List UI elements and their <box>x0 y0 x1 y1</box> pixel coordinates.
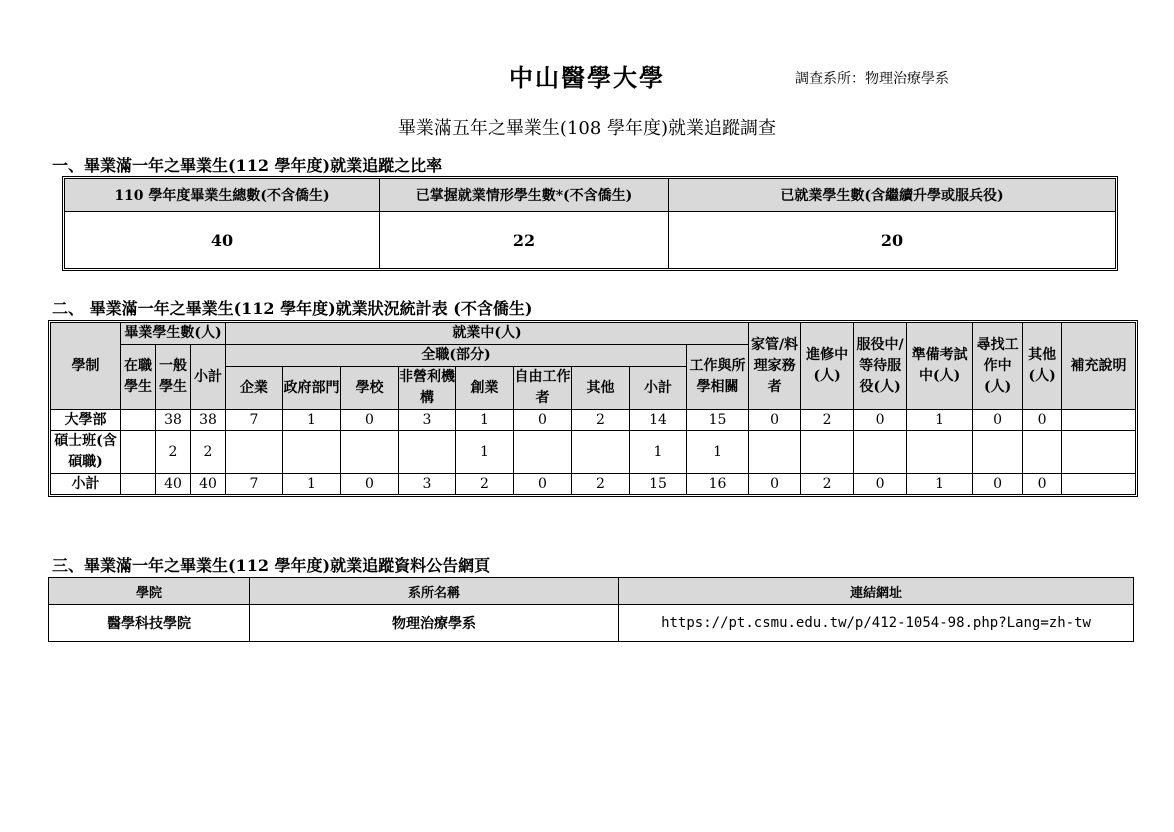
employment-stats-table <box>50 322 1136 495</box>
program-header: 學制 <box>51 323 121 410</box>
survey-title: 畢業滿五年之畢業生(108 學年度)就業追蹤調查 <box>397 118 777 139</box>
grad-subtotal-header: 小計 <box>191 345 226 410</box>
table-cell: 0 <box>749 410 801 431</box>
table-cell: 14 <box>630 410 687 431</box>
employed-students-header: 已就業學生數(含繼續升學或服兵役) <box>669 179 1116 212</box>
table-cell <box>854 431 907 474</box>
table-cell: 2 <box>156 431 191 474</box>
military-header: 服役中/等待服役(人) <box>854 323 907 410</box>
table-cell <box>283 431 341 474</box>
tracked-students-header: 已掌握就業情形學生數*(不含僑生) <box>380 179 669 212</box>
enterprise-header: 企業 <box>226 367 283 410</box>
table-cell: 15 <box>630 474 687 495</box>
table-cell: 2 <box>801 410 854 431</box>
general-header: 一般學生 <box>156 345 191 410</box>
row-label: 大學部 <box>51 410 121 431</box>
table-cell: 38 <box>191 410 226 431</box>
table-cell: 1 <box>630 431 687 474</box>
table-cell <box>801 431 854 474</box>
table-row <box>51 431 1136 474</box>
table-cell: 0 <box>973 474 1023 495</box>
school-header: 學校 <box>341 367 399 410</box>
others-header: 其他(人) <box>1023 323 1062 410</box>
table-row <box>51 474 1136 495</box>
link-url-header: 連結網址 <box>619 578 1134 605</box>
college-header: 學院 <box>49 578 250 605</box>
table-cell <box>1023 431 1062 474</box>
table-cell: 38 <box>156 410 191 431</box>
table-cell: 1 <box>907 474 973 495</box>
table-cell: 3 <box>399 474 456 495</box>
section2-title: 二、 畢業滿一年之畢業生(112 學年度)就業狀況統計表 (不含僑生) <box>52 299 533 318</box>
table-cell: 0 <box>341 474 399 495</box>
table-cell: 16 <box>687 474 749 495</box>
table-cell <box>121 410 156 431</box>
employment-ratio-table-frame <box>62 176 1118 271</box>
table-cell: 1 <box>907 410 973 431</box>
table-cell: 1 <box>456 410 514 431</box>
table-cell: 1 <box>283 474 341 495</box>
grad-count-header: 畢業學生數(人) <box>121 323 226 345</box>
employment-ratio-table <box>64 178 1116 269</box>
government-header: 政府部門 <box>283 367 341 410</box>
table-cell: 0 <box>514 410 572 431</box>
employment-stats-table-frame <box>48 320 1138 497</box>
table-cell <box>1062 474 1136 495</box>
table-cell: 2 <box>572 410 630 431</box>
other-header: 其他 <box>572 367 630 410</box>
section3-title: 三、畢業滿一年之畢業生(112 學年度)就業追蹤資料公告網頁 <box>52 556 491 575</box>
startup-header: 創業 <box>456 367 514 410</box>
total-graduates-header: 110 學年度畢業生總數(不含僑生) <box>65 179 380 212</box>
table-cell: 2 <box>801 474 854 495</box>
exam-header: 準備考試中(人) <box>907 323 973 410</box>
row-label: 碩士班(含碩職) <box>51 431 121 474</box>
related-header: 工作與所學相關 <box>687 345 749 410</box>
seeking-header: 尋找工作中(人) <box>973 323 1023 410</box>
table-cell <box>572 431 630 474</box>
table-cell: 0 <box>854 410 907 431</box>
employed-students-value: 20 <box>669 212 1116 269</box>
table-cell: 7 <box>226 474 283 495</box>
table-cell: 0 <box>1023 410 1062 431</box>
section1-title: 一、畢業滿一年之畢業生(112 學年度)就業追蹤之比率 <box>52 156 443 175</box>
table-cell <box>514 431 572 474</box>
table-cell: 2 <box>456 474 514 495</box>
table-cell: 0 <box>749 474 801 495</box>
table-cell: 0 <box>973 410 1023 431</box>
table-cell: 40 <box>156 474 191 495</box>
row-label: 小計 <box>51 474 121 495</box>
department-name-header: 系所名稱 <box>250 578 619 605</box>
freelance-header: 自由工作者 <box>514 367 572 410</box>
table-cell <box>907 431 973 474</box>
table-cell <box>749 431 801 474</box>
employment-stats-body <box>51 410 1136 495</box>
table-cell <box>226 431 283 474</box>
notes-header: 補充說明 <box>1062 323 1136 410</box>
table-cell: 0 <box>854 474 907 495</box>
table-cell: 40 <box>191 474 226 495</box>
studying-header: 進修中(人) <box>801 323 854 410</box>
table-cell: 1 <box>456 431 514 474</box>
university-name: 中山醫學大學 <box>509 63 665 92</box>
housekeeping-header: 家管/料理家務者 <box>749 323 801 410</box>
table-cell: 1 <box>283 410 341 431</box>
table-row <box>51 410 1136 431</box>
table-cell <box>341 431 399 474</box>
table-cell: 2 <box>191 431 226 474</box>
table-cell <box>973 431 1023 474</box>
announcement-link[interactable]: https://pt.csmu.edu.tw/p/412-1054-98.php?Lang=zh-tw <box>619 605 1134 642</box>
fulltime-subtotal-header: 小計 <box>630 367 687 410</box>
table-cell: 0 <box>1023 474 1062 495</box>
fulltime-header: 全職(部分) <box>226 345 687 367</box>
total-graduates-value: 40 <box>65 212 380 269</box>
table-cell: 3 <box>399 410 456 431</box>
table-cell <box>1062 431 1136 474</box>
table-cell <box>121 474 156 495</box>
table-cell: 1 <box>687 431 749 474</box>
announcement-table <box>48 577 1134 642</box>
inservice-header: 在職學生 <box>121 345 156 410</box>
department-name: 物理治療學系 <box>250 605 619 642</box>
table-cell <box>121 431 156 474</box>
table-cell: 2 <box>572 474 630 495</box>
table-cell: 7 <box>226 410 283 431</box>
employed-header: 就業中(人) <box>226 323 749 345</box>
tracked-students-value: 22 <box>380 212 669 269</box>
table-cell: 0 <box>341 410 399 431</box>
table-cell: 15 <box>687 410 749 431</box>
nonprofit-header: 非營利機構 <box>399 367 456 410</box>
table-cell <box>1062 410 1136 431</box>
department-label: 調查系所：物理治療學系 <box>795 71 949 87</box>
table-cell: 0 <box>514 474 572 495</box>
table-cell <box>399 431 456 474</box>
college-name: 醫學科技學院 <box>49 605 250 642</box>
